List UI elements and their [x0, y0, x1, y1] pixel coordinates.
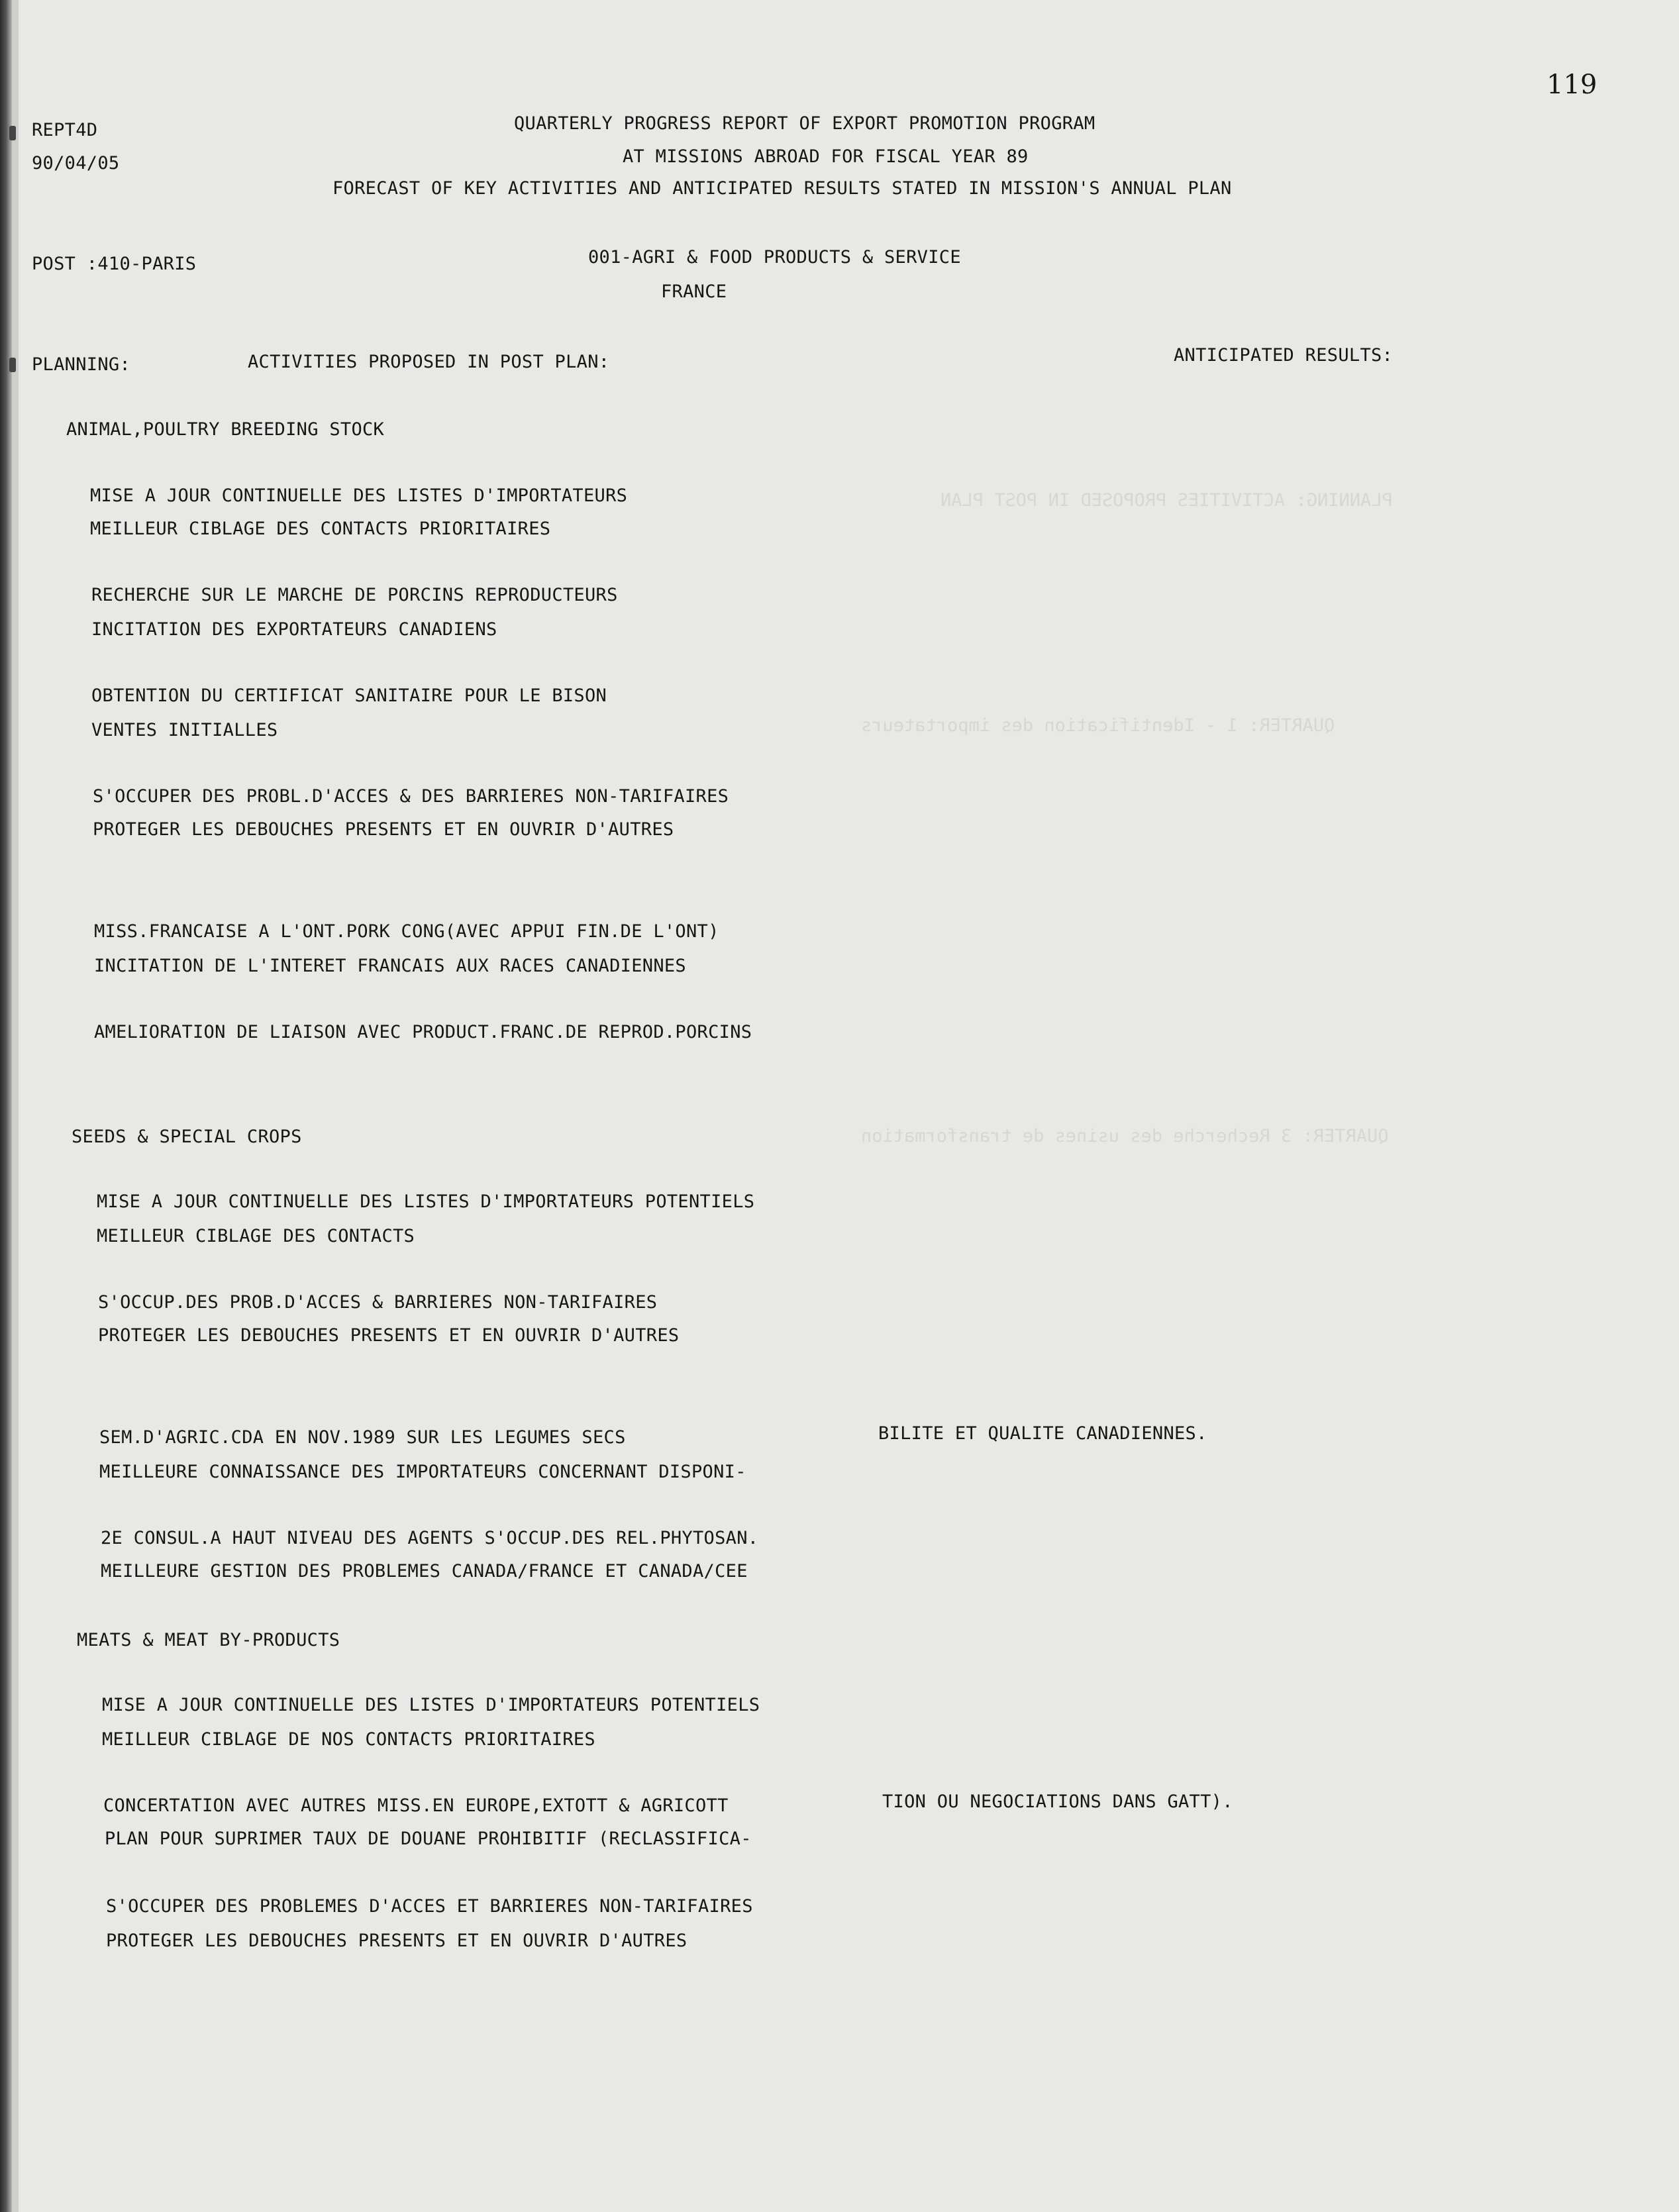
report-subtitle: AT MISSIONS ABROAD FOR FISCAL YEAR 89: [623, 146, 1029, 167]
activity-text: S'OCCUP.DES PROB.D'ACCES & BARRIERES NON-TARIFAIRES: [98, 1292, 658, 1313]
activity-text: AMELIORATION DE LIAISON AVEC PRODUCT.FRANC.DE REPROD.PORCINS: [94, 1022, 752, 1042]
bleed-through-text: QUARTER: 1 - Identification des importateurs: [861, 715, 1335, 736]
country-label: FRANCE: [661, 281, 727, 302]
punch-hole: [9, 358, 16, 372]
sector-label: 001-AGRI & FOOD PRODUCTS & SERVICE: [588, 247, 961, 268]
result-text: MEILLEURE CONNAISSANCE DES IMPORTATEURS CONCERNANT DISPONI-: [99, 1462, 746, 1482]
result-text: PROTEGER LES DEBOUCHES PRESENTS ET EN OUVRIR D'AUTRES: [93, 819, 674, 840]
binder-shadow: [12, 0, 19, 2212]
report-title: QUARTERLY PROGRESS REPORT OF EXPORT PROMOTION PROGRAM: [514, 113, 1095, 134]
results-column-header: ANTICIPATED RESULTS:: [1174, 345, 1394, 366]
planning-label: PLANNING:: [32, 354, 130, 375]
result-text: MEILLEUR CIBLAGE DES CONTACTS: [97, 1226, 415, 1246]
result-text: PROTEGER LES DEBOUCHES PRESENTS ET EN OUVRIR D'AUTRES: [106, 1931, 687, 1951]
activity-text: SEM.D'AGRIC.CDA EN NOV.1989 SUR LES LEGUMES SECS: [99, 1427, 626, 1448]
bleed-through-text: QUARTER: 3 Recherche des usines de transformation: [861, 1126, 1389, 1146]
result-text: MEILLEUR CIBLAGE DES CONTACTS PRIORITAIRES: [90, 519, 551, 539]
punch-hole: [9, 126, 16, 140]
activity-text: CONCERTATION AVEC AUTRES MISS.EN EUROPE,EXTOTT & AGRICOTT: [103, 1795, 729, 1816]
section-heading: MEATS & MEAT BY-PRODUCTS: [77, 1630, 340, 1650]
result-text: INCITATION DE L'INTERET FRANCAIS AUX RACES CANADIENNES: [94, 956, 686, 976]
activity-text: RECHERCHE SUR LE MARCHE DE PORCINS REPRODUCTEURS: [91, 585, 618, 605]
activity-text: 2E CONSUL.A HAUT NIVEAU DES AGENTS S'OCCUP.DES REL.PHYTOSAN.: [101, 1528, 759, 1548]
activity-text: MISE A JOUR CONTINUELLE DES LISTES D'IMPORTATEURS: [90, 485, 628, 506]
activity-text: MISE A JOUR CONTINUELLE DES LISTES D'IMPORTATEURS POTENTIELS: [97, 1191, 755, 1212]
result-text: MEILLEURE GESTION DES PROBLEMES CANADA/FRANCE ET CANADA/CEE: [101, 1561, 748, 1582]
report-id: REPT4D: [32, 120, 98, 140]
activities-column-header: ACTIVITIES PROPOSED IN POST PLAN:: [248, 352, 610, 372]
activity-text: S'OCCUPER DES PROBL.D'ACCES & DES BARRIERES NON-TARIFAIRES: [93, 786, 729, 807]
bleed-through-text: PLANNING: ACTIVITIES PROPOSED IN POST PLAN: [941, 490, 1393, 511]
activity-text: MISS.FRANCAISE A L'ONT.PORK CONG(AVEC APPUI FIN.DE L'ONT): [94, 921, 719, 942]
result-text: PROTEGER LES DEBOUCHES PRESENTS ET EN OUVRIR D'AUTRES: [98, 1325, 680, 1346]
result-continuation-text: BILITE ET QUALITE CANADIENNES.: [878, 1423, 1207, 1444]
post-label: POST :410-PARIS: [32, 254, 197, 274]
section-heading: ANIMAL,POULTRY BREEDING STOCK: [66, 419, 385, 440]
activity-text: OBTENTION DU CERTIFICAT SANITAIRE POUR LE BISON: [91, 685, 607, 706]
result-text: MEILLEUR CIBLAGE DE NOS CONTACTS PRIORITAIRES: [102, 1729, 595, 1750]
result-continuation-text: TION OU NEGOCIATIONS DANS GATT).: [882, 1791, 1233, 1812]
result-text: INCITATION DES EXPORTATEURS CANADIENS: [91, 619, 497, 640]
section-heading: SEEDS & SPECIAL CROPS: [72, 1127, 302, 1147]
report-date: 90/04/05: [32, 153, 120, 174]
result-text: VENTES INITIALLES: [91, 720, 278, 740]
report-description: FORECAST OF KEY ACTIVITIES AND ANTICIPATED RESULTS STATED IN MISSION'S ANNUAL PLAN: [332, 178, 1232, 199]
activity-text: S'OCCUPER DES PROBLEMES D'ACCES ET BARRIERES NON-TARIFAIRES: [106, 1896, 753, 1917]
result-text: PLAN POUR SUPRIMER TAUX DE DOUANE PROHIBITIF (RECLASSIFICA-: [105, 1829, 752, 1849]
activity-text: MISE A JOUR CONTINUELLE DES LISTES D'IMPORTATEURS POTENTIELS: [102, 1695, 760, 1715]
binder-edge: [0, 0, 12, 2212]
page-number: 119: [1547, 70, 1598, 100]
